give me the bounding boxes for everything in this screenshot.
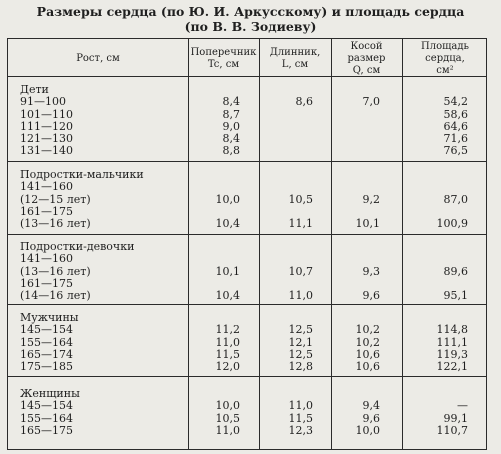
table-cell: 11,0 bbox=[215, 423, 240, 437]
table-cell: 71,6 bbox=[443, 132, 468, 146]
group-labels bbox=[20, 388, 80, 437]
table-cell: 89,6 bbox=[443, 264, 468, 278]
table-cell: 7,0 bbox=[362, 95, 380, 109]
table-cell: 76,5 bbox=[443, 144, 468, 158]
table-cell: 95,1 bbox=[443, 289, 468, 303]
tc-values bbox=[188, 388, 240, 437]
table-cell: 12,8 bbox=[288, 360, 313, 374]
height-range: 131—140 bbox=[20, 144, 73, 158]
group-labels bbox=[20, 169, 144, 230]
table-cell: 114,8 bbox=[436, 323, 468, 337]
height-range: 141—160 bbox=[20, 252, 73, 266]
age-range: (12—15 лет) bbox=[20, 192, 91, 206]
table-cell bbox=[331, 253, 380, 265]
table-cell bbox=[188, 241, 240, 253]
table-cell: 8,4 bbox=[222, 95, 240, 109]
row-divider bbox=[8, 161, 486, 162]
height-range: 161—175 bbox=[20, 204, 73, 218]
table-cell: 12,3 bbox=[288, 423, 313, 437]
table-cell: 11,1 bbox=[288, 217, 313, 231]
table-cell: 11,5 bbox=[215, 347, 240, 361]
table-cell: 87,0 bbox=[443, 192, 468, 206]
table-cell: 10,6 bbox=[355, 360, 380, 374]
tc-values bbox=[188, 169, 240, 230]
table-cell bbox=[259, 121, 313, 133]
table-cell: 9,2 bbox=[362, 192, 380, 206]
height-range: 111—120 bbox=[20, 119, 73, 133]
table-cell: 10,1 bbox=[215, 264, 240, 278]
table-cell: 110,7 bbox=[436, 423, 468, 437]
table-cell: 10,0 bbox=[355, 423, 380, 437]
table-cell: 10,5 bbox=[288, 192, 313, 206]
area-values bbox=[402, 312, 468, 373]
table-cell bbox=[259, 169, 313, 181]
table-cell: 11,0 bbox=[215, 335, 240, 349]
table-cell: 10,4 bbox=[215, 289, 240, 303]
q-values bbox=[331, 84, 380, 158]
table-cell bbox=[402, 169, 468, 181]
group-heading: Мужчины bbox=[20, 311, 79, 324]
tc-values bbox=[188, 241, 240, 302]
table-cell bbox=[259, 145, 313, 157]
table-cell bbox=[331, 241, 380, 253]
l-values bbox=[259, 388, 313, 437]
table-cell bbox=[331, 181, 380, 193]
table-cell bbox=[188, 181, 240, 193]
height-range: 155—164 bbox=[20, 411, 73, 425]
height-range: 155—164 bbox=[20, 335, 73, 349]
height-range: 165—174 bbox=[20, 347, 73, 361]
table-cell bbox=[259, 181, 313, 193]
table-cell: 12,5 bbox=[288, 347, 313, 361]
height-range: 145—154 bbox=[20, 399, 73, 413]
height-range: 91—100 bbox=[20, 95, 66, 109]
table-cell: 10,4 bbox=[215, 217, 240, 231]
table-cell: 8,7 bbox=[222, 107, 240, 121]
title-line-2: (по В. В. Зодиеву) bbox=[184, 19, 317, 34]
q-values bbox=[331, 388, 380, 437]
q-values bbox=[331, 241, 380, 302]
area-values bbox=[402, 84, 468, 158]
height-range: 165—175 bbox=[20, 423, 73, 437]
tc-values bbox=[188, 312, 240, 373]
group-heading: Дети bbox=[20, 83, 49, 96]
q-values bbox=[331, 312, 380, 373]
table-cell: — bbox=[457, 399, 468, 413]
height-range: 141—160 bbox=[20, 180, 73, 194]
group-heading: Женщины bbox=[20, 387, 80, 400]
table-cell bbox=[188, 169, 240, 181]
table-cell: 10,2 bbox=[355, 335, 380, 349]
table-cell bbox=[402, 181, 468, 193]
table-cell bbox=[402, 241, 468, 253]
l-values bbox=[259, 312, 313, 373]
table-cell: 10,7 bbox=[288, 264, 313, 278]
table-cell: 9,6 bbox=[362, 411, 380, 425]
table-cell: 9,0 bbox=[222, 119, 240, 133]
table-cell: 11,0 bbox=[288, 399, 313, 413]
table-cell: 10,0 bbox=[215, 192, 240, 206]
l-values bbox=[259, 241, 313, 302]
table-cell: 119,3 bbox=[436, 347, 468, 361]
table-cell bbox=[259, 133, 313, 145]
table-cell: 8,8 bbox=[222, 144, 240, 158]
table-cell bbox=[188, 253, 240, 265]
height-range: 145—154 bbox=[20, 323, 73, 337]
table-cell: 58,6 bbox=[443, 107, 468, 121]
group-heading: Подростки-девочки bbox=[20, 240, 135, 253]
group-labels bbox=[20, 84, 73, 158]
area-values bbox=[402, 169, 468, 230]
table-cell bbox=[331, 169, 380, 181]
header-transverse: Поперечник Tc, см bbox=[190, 47, 257, 70]
height-range: 175—185 bbox=[20, 360, 73, 374]
table-cell: 11,0 bbox=[288, 289, 313, 303]
table-cell bbox=[331, 145, 380, 157]
height-range: 101—110 bbox=[20, 107, 73, 121]
table-cell: 99,1 bbox=[443, 411, 468, 425]
age-range: (14—16 лет) bbox=[20, 289, 91, 303]
header-length: Длинник, L, см bbox=[269, 47, 321, 70]
row-divider bbox=[8, 304, 486, 305]
group-heading: Подростки-мальчики bbox=[20, 168, 144, 181]
table-cell bbox=[331, 133, 380, 145]
table-cell: 54,2 bbox=[443, 95, 468, 109]
row-divider bbox=[8, 234, 486, 235]
table-cell: 12,0 bbox=[215, 360, 240, 374]
table-title bbox=[0, 4, 501, 34]
header-height: Рост, см bbox=[76, 53, 120, 64]
table-cell: 8,4 bbox=[222, 132, 240, 146]
header-area: Площадь сердца, см² bbox=[421, 41, 469, 76]
table-cell: 11,2 bbox=[215, 323, 240, 337]
l-values bbox=[259, 169, 313, 230]
table-cell: 10,0 bbox=[215, 399, 240, 413]
table-cell bbox=[331, 109, 380, 121]
table-cell: 12,5 bbox=[288, 323, 313, 337]
table-cell bbox=[259, 241, 313, 253]
height-range: 121—130 bbox=[20, 132, 73, 146]
table-cell: 111,1 bbox=[436, 335, 468, 349]
table-cell bbox=[259, 109, 313, 121]
q-values bbox=[331, 169, 380, 230]
table-cell: 12,1 bbox=[288, 335, 313, 349]
area-values bbox=[402, 241, 468, 302]
table-cell: 64,6 bbox=[443, 119, 468, 133]
table-cell: 10,6 bbox=[355, 347, 380, 361]
header-oblique: Косой размер Q, см bbox=[347, 41, 386, 76]
table-cell: 10,5 bbox=[215, 411, 240, 425]
age-range: (13—16 лет) bbox=[20, 217, 91, 231]
table-cell bbox=[259, 253, 313, 265]
table-cell bbox=[331, 121, 380, 133]
area-values bbox=[402, 388, 468, 437]
tc-values bbox=[188, 84, 240, 158]
title-line-1: Размеры сердца (по Ю. И. Аркусскому) и площадь сердца bbox=[36, 4, 465, 19]
group-labels bbox=[20, 312, 79, 373]
l-values bbox=[259, 84, 313, 158]
table-cell: 9,3 bbox=[362, 264, 380, 278]
table-cell: 10,1 bbox=[355, 217, 380, 231]
table-cell: 9,6 bbox=[362, 289, 380, 303]
table-cell: 9,4 bbox=[362, 399, 380, 413]
table-cell bbox=[402, 253, 468, 265]
table-cell: 11,5 bbox=[288, 411, 313, 425]
table-cell: 10,2 bbox=[355, 323, 380, 337]
age-range: (13—16 лет) bbox=[20, 264, 91, 278]
table-cell: 122,1 bbox=[436, 360, 468, 374]
row-divider bbox=[8, 376, 486, 377]
table-cell: 8,6 bbox=[295, 95, 313, 109]
height-range: 161—175 bbox=[20, 276, 73, 290]
heart-size-table bbox=[7, 38, 487, 450]
table-cell: 100,9 bbox=[436, 217, 468, 231]
group-labels bbox=[20, 241, 134, 302]
